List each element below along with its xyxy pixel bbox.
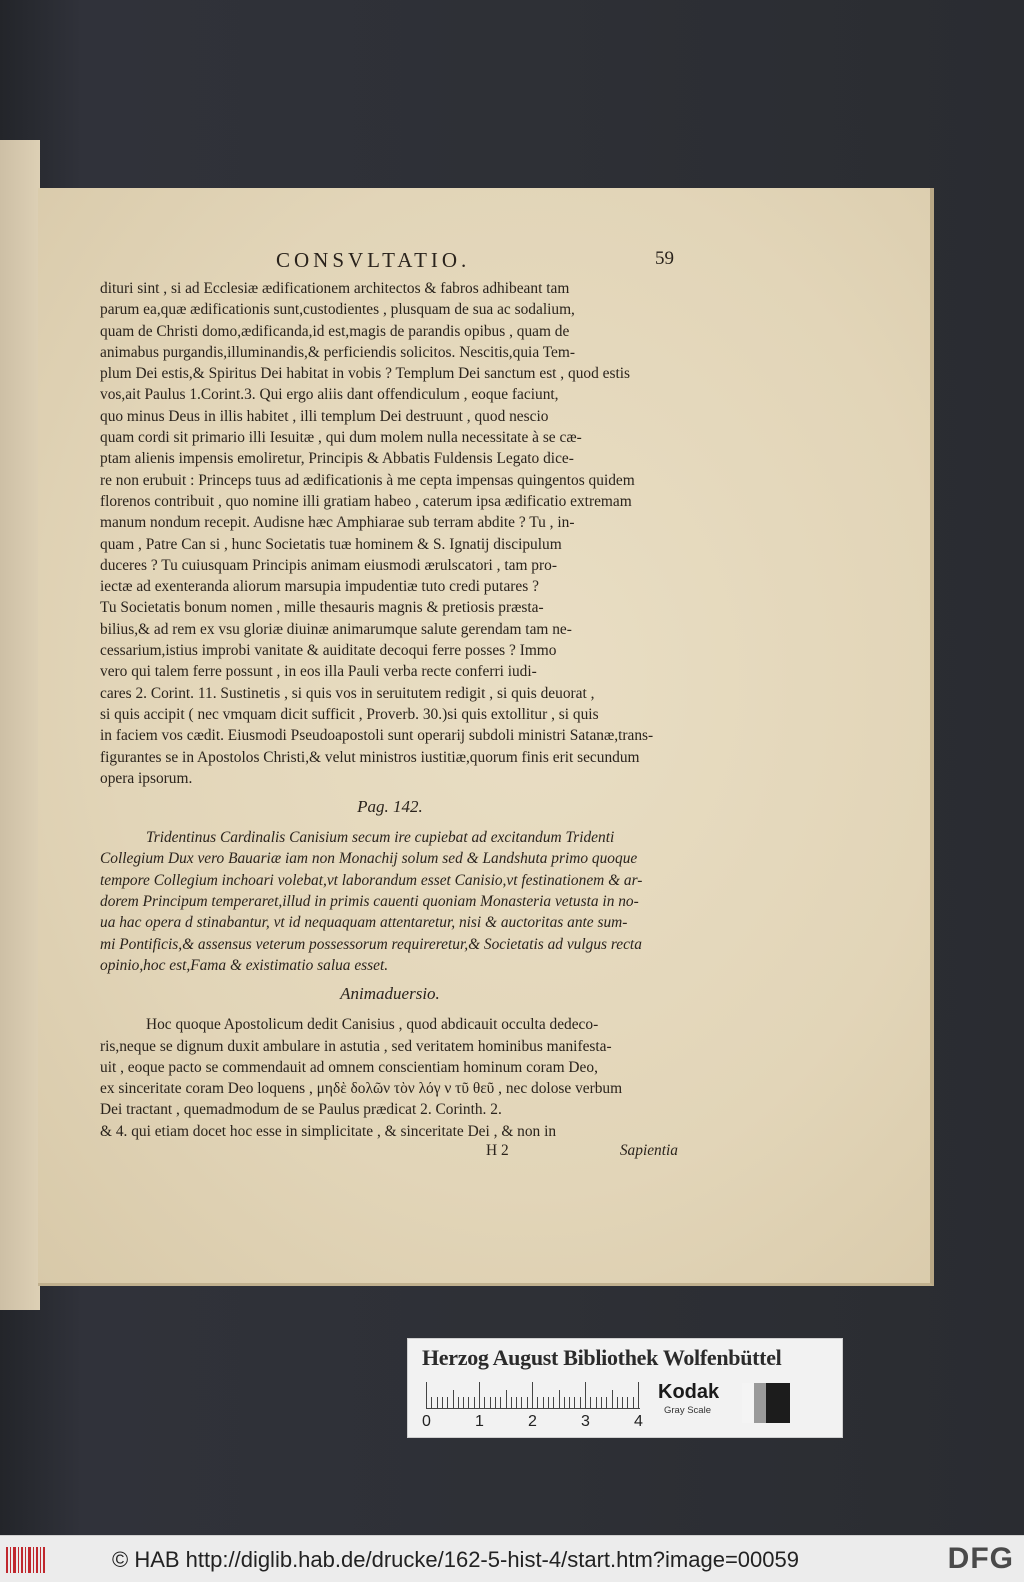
text-line: animabus purgandis,illuminandis,& perficiendis solicitos. Nescitis,quia Tem- bbox=[100, 343, 575, 361]
running-title: CONSVLTATIO. bbox=[276, 248, 471, 272]
barcode-icon bbox=[4, 1544, 48, 1576]
ruler-label: 3 bbox=[581, 1413, 590, 1430]
text-line: mi Pontificis,& assensus veterum possessorum requireretur,& Societatis ad vulgus recta bbox=[100, 935, 642, 953]
gray-scale-label: Gray Scale bbox=[664, 1405, 711, 1416]
text-line: cares 2. Corint. 11. Sustinetis , si quis vos in seruitutem redigit , si quis deuorat , bbox=[100, 684, 595, 702]
text-line: vero qui talem ferre possunt , in eos illa Pauli verba recte conferri iudi- bbox=[100, 663, 537, 681]
text-line: quam de Christi domo,ædificanda,id est,magis de parandis opibus , quam de bbox=[100, 322, 570, 340]
ruler-tick bbox=[468, 1397, 469, 1408]
paragraph-animaduersio bbox=[100, 1014, 680, 1142]
text-line: ris,neque se dignum duxit ambulare in astutia , sed veritatem hominibus manifesta- bbox=[100, 1037, 612, 1055]
text-line: opera ipsorum. bbox=[100, 769, 193, 787]
ruler-tick bbox=[537, 1397, 538, 1408]
text-line: in faciem vos cædit. Eiusmodi Pseudoapostoli sunt operarij subdoli ministri Satanæ,trans- bbox=[100, 727, 654, 745]
ruler-tick bbox=[511, 1397, 512, 1408]
section-reference: Pag. 142. bbox=[357, 797, 423, 817]
ruler-tick bbox=[532, 1382, 533, 1408]
ruler-tick bbox=[500, 1397, 501, 1408]
text-line: parum ea,quæ ædificationis sunt,custodientes , plusquam de sua ac sodalium, bbox=[100, 301, 575, 319]
ruler-tick bbox=[580, 1397, 581, 1408]
copyright-url: © HAB http://diglib.hab.de/drucke/162-5-hist-4/start.htm?image=00059 bbox=[112, 1547, 799, 1572]
text-line: quam cordi sit primario illi Iesuitæ , qui dum molem nulla necessitate à se cæ- bbox=[100, 429, 582, 447]
text-line: quam , Patre Can si , hunc Societatis tuæ hominem & S. Ignatij discipulum bbox=[100, 535, 562, 553]
previous-page-edge bbox=[0, 140, 40, 1310]
ruler-tick bbox=[574, 1397, 575, 1408]
text-line: si quis accipit ( nec vmquam dicit sufficit , Proverb. 30.)si quis extollitur , si quis bbox=[100, 705, 599, 723]
text-line: opinio,hoc est,Fama & existimatio salua esset. bbox=[100, 956, 389, 974]
book-page bbox=[38, 188, 934, 1286]
ruler-tick bbox=[516, 1397, 517, 1408]
text-line: re non erubuit : Princeps tuus ad ædificationis à me cepta impensas quingentos quidem bbox=[100, 471, 635, 489]
gray-swatch bbox=[778, 1383, 790, 1423]
ruler-tick bbox=[601, 1397, 602, 1408]
ruler-tick bbox=[437, 1397, 438, 1408]
text-line: bilius,& ad rem ex vsu gloriæ diuinæ animarumque salute gerendam tam ne- bbox=[100, 620, 572, 638]
text-line: ua hac opera d stinabantur, vt id nequaquam attentaretur, nisi & auctoritas ante sum- bbox=[100, 914, 628, 932]
ruler-tick bbox=[569, 1397, 570, 1408]
ruler-tick bbox=[506, 1390, 507, 1408]
kodak-brand: Kodak bbox=[658, 1381, 720, 1403]
ruler-tick bbox=[426, 1382, 427, 1408]
text-line: ptam alienis impensis emoliretur, Principis & Abbatis Fuldensis Legato dice- bbox=[100, 450, 574, 468]
text-line: Tu Societatis bonum nomen , mille thesauris magnis & pretiosis præsta- bbox=[100, 599, 544, 617]
ruler-tick bbox=[521, 1397, 522, 1408]
text-line: florenos contribuit , quo nomine illi gratiam habeo , caterum ipsa ædificatio extremam bbox=[100, 492, 632, 510]
text-line: ex sinceritate coram Deo loquens , μηδὲ δολῶν τὸν λόγ ν τῦ θεῦ , nec dolose verbum bbox=[100, 1080, 623, 1098]
ruler-tick bbox=[596, 1397, 597, 1408]
ruler-tick bbox=[622, 1397, 623, 1408]
ruler-tick bbox=[495, 1397, 496, 1408]
ruler-tick bbox=[490, 1397, 491, 1408]
dfg-logo: DFG bbox=[947, 1542, 1014, 1575]
paragraph-main bbox=[100, 278, 680, 789]
ruler-tick bbox=[479, 1382, 480, 1408]
ruler-tick bbox=[543, 1397, 544, 1408]
page-text-block bbox=[100, 248, 680, 1164]
ruler-tick bbox=[453, 1390, 454, 1408]
ruler-tick bbox=[585, 1382, 586, 1408]
text-line: manum nondum recepit. Audisne hæc Amphiarae sub terram abdite ? Tu , in- bbox=[100, 514, 575, 532]
text-line: Collegium Dux vero Bauariæ iam non Monachij solum sed & Landshuta primo quoque bbox=[100, 850, 638, 868]
ruler-tick bbox=[606, 1397, 607, 1408]
text-line: Dei tractant , quemadmodum de se Paulus prædicat 2. Corinth. 2. bbox=[100, 1101, 502, 1119]
library-name: Herzog August Bibliothek Wolfenbüttel bbox=[422, 1345, 782, 1370]
text-line: quo minus Deus in illis habitet , illi templum Dei destruunt , quod nescio bbox=[100, 407, 549, 425]
text-line: cessarium,istius improbi vanitate & auiditate decoqui ferre posses ? Immo bbox=[100, 642, 557, 660]
ruler-tick bbox=[638, 1382, 639, 1408]
text-line: tempore Collegium inchoari volebat,vt laborandum esset Canisio,vt festinationem & ar- bbox=[100, 871, 643, 889]
ruler-tick bbox=[564, 1397, 565, 1408]
ruler-tick bbox=[553, 1397, 554, 1408]
text-line: dituri sint , si ad Ecclesiæ ædificationem architectos & fabros adhibeant tam bbox=[100, 280, 570, 297]
ruler-label: 4 bbox=[634, 1413, 643, 1430]
ruler-tick bbox=[447, 1397, 448, 1408]
ruler-tick bbox=[617, 1397, 618, 1408]
gray-swatch bbox=[742, 1383, 754, 1423]
text-line: uit , eoque pacto se commendauit ad omnem conscientiam hominum coram Deo, bbox=[100, 1058, 598, 1076]
ruler-tick bbox=[590, 1397, 591, 1408]
ruler-tick bbox=[458, 1397, 459, 1408]
gray-swatch bbox=[754, 1383, 766, 1423]
catchword: Sapientia bbox=[619, 1141, 678, 1159]
ruler-label: 0 bbox=[422, 1413, 431, 1430]
page-number: 59 bbox=[655, 248, 674, 269]
text-line: dorem Principum temperaret,illud in primis cauenti quoniam Monasteria vetusta in no- bbox=[100, 893, 639, 911]
ruler-tick bbox=[548, 1397, 549, 1408]
gray-swatch bbox=[766, 1383, 778, 1423]
ruler-tick bbox=[484, 1397, 485, 1408]
text-line: & 4. qui etiam docet hoc esse in simplicitate , & sinceritate Dei , & non in bbox=[100, 1122, 557, 1140]
ruler-tick bbox=[627, 1397, 628, 1408]
ruler-tick bbox=[612, 1390, 613, 1408]
ruler-tick bbox=[463, 1397, 464, 1408]
section-heading: Animaduersio. bbox=[340, 984, 440, 1004]
footer-bar bbox=[0, 1535, 1024, 1582]
ruler-tick bbox=[442, 1397, 443, 1408]
ruler-label: 1 bbox=[475, 1413, 484, 1430]
color-calibration-chart bbox=[407, 1338, 843, 1438]
ruler-labels bbox=[422, 1413, 652, 1433]
measurement-ruler bbox=[426, 1383, 640, 1409]
signature-mark: H 2 bbox=[486, 1141, 509, 1159]
ruler-tick bbox=[431, 1397, 432, 1408]
text-line: Hoc quoque Apostolicum dedit Canisius , quod abdicauit occulta dedeco- bbox=[146, 1016, 599, 1034]
gray-swatches bbox=[742, 1383, 790, 1423]
page-foot bbox=[100, 1142, 680, 1164]
ruler-tick bbox=[474, 1397, 475, 1408]
text-line: vos,ait Paulus 1.Corint.3. Qui ergo aliis dant offendiculum , eoque faciunt, bbox=[100, 386, 559, 404]
ruler-tick bbox=[527, 1397, 528, 1408]
ruler-tick bbox=[633, 1397, 634, 1408]
text-line: iectæ ad exenteranda aliorum marsupia impudentiæ tuto credi putares ? bbox=[100, 578, 539, 596]
paragraph-quotation bbox=[100, 827, 680, 976]
text-line: duceres ? Tu cuiusquam Principis animam eiusmodi ærulscatori , tam pro- bbox=[100, 556, 557, 574]
text-line: plum Dei estis,& Spiritus Dei habitat in vobis ? Templum Dei sanctum est , quod estis bbox=[100, 365, 630, 383]
text-line: Tridentinus Cardinalis Canisium secum ire cupiebat ad excitandum Tridenti bbox=[146, 829, 615, 847]
ruler-label: 2 bbox=[528, 1413, 537, 1430]
ruler-tick bbox=[559, 1390, 560, 1408]
running-head bbox=[100, 248, 680, 278]
text-line: figurantes se in Apostolos Christi,& velut ministros iustitiæ,quorum finis erit secundum bbox=[100, 748, 640, 766]
